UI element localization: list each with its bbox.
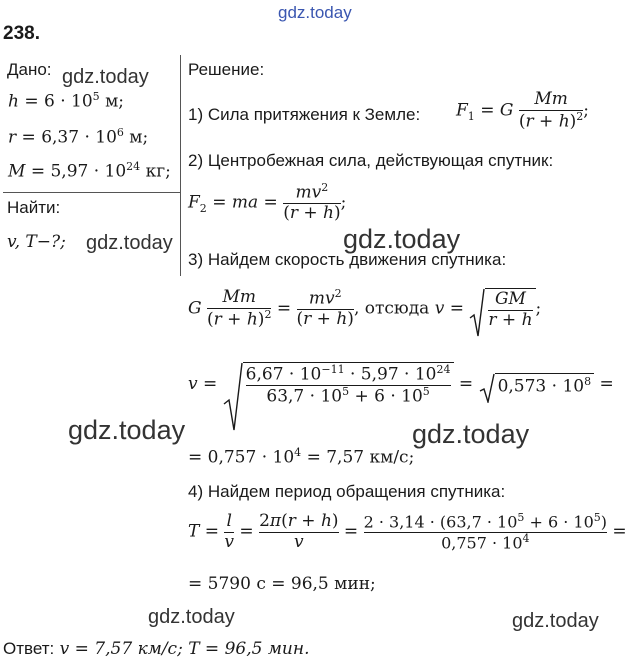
given-r-value: = 6,37 · 10 xyxy=(21,127,117,148)
watermark: gdz.today xyxy=(512,610,599,632)
step3-otsyuda: , отсюда xyxy=(353,298,430,319)
T-denominator: 0,757 · 10 xyxy=(441,533,523,553)
watermark: gdz.today xyxy=(412,419,530,449)
v-result1: 0,573 · 10 xyxy=(497,376,585,397)
answer xyxy=(3,639,310,659)
step1-label: 1) Сила притяжения к Земле: xyxy=(188,105,421,124)
given-r-unit: м; xyxy=(123,127,149,148)
T-num-exp2: 5 xyxy=(593,511,601,524)
v-computation: v = $\frac{6,67 \cdot 10^{-11} \cdot 5,97 \cdot 10^{24}}{63,7 \cdot 10^5 + 6 \cdot 10^5}$ = $0,573 \cdot 10^8$ = xyxy=(188,362,614,407)
given-M xyxy=(8,160,171,182)
v-line2-value: = 0,757 · 10 xyxy=(188,447,295,468)
given-h-symbol: h xyxy=(8,91,19,112)
v-den-tail: + 6 · 10 xyxy=(349,386,423,407)
find-value: v, T−?; xyxy=(7,232,66,252)
given-h-value: = 6 · 10 xyxy=(24,91,93,112)
T-num-exp: 5 xyxy=(517,511,525,524)
v-line2-exp: 4 xyxy=(294,446,302,459)
T-num-close: ) xyxy=(600,512,608,532)
given-r-exp: 6 xyxy=(116,126,124,139)
v-denominator: 63,7 · 10 xyxy=(266,386,343,407)
given-h-exp: 5 xyxy=(92,90,100,103)
v-result1-exp: 8 xyxy=(584,374,592,388)
given-M-exp: 24 xyxy=(126,160,141,173)
v-num-exp2: 24 xyxy=(436,363,451,376)
v-numerator: 6,67 · 10 xyxy=(245,364,322,385)
given-r-symbol: r xyxy=(8,127,17,148)
v-line2-tail: = 7,57 км/с; xyxy=(301,447,415,468)
step2-formula: $F_2$ = ma = $\frac{mv^2}{(r + h)}$ ; xyxy=(188,181,347,224)
v-num-mid: · 5,97 · 10 xyxy=(344,364,437,385)
given-heading: Дано: xyxy=(7,60,52,79)
v-num-exp1: −11 xyxy=(321,363,345,376)
given-M-symbol: M xyxy=(8,161,26,182)
v-den-exp2: 5 xyxy=(422,385,430,399)
watermark: gdz.today xyxy=(278,3,352,22)
given-M-value: = 5,97 · 10 xyxy=(30,161,127,182)
T-num-tail: + 6 · 10 xyxy=(524,512,594,532)
answer-label: Ответ: xyxy=(3,639,55,658)
step3-formula: G $\frac{Mm}{(r + h)^2}$ = $\frac{mv^2}{(r + h)}$ , отсюда v = $\frac{GM}{r + h}$ ; xyxy=(188,288,541,330)
T-line2: = 5790 с = 96,5 мин; xyxy=(188,574,376,594)
watermark: gdz.today xyxy=(148,606,235,628)
step2-label: 2) Центробежная сила, действующая спутник: xyxy=(188,151,554,170)
step4-label: 4) Найдем период обращения спутника: xyxy=(188,482,506,501)
watermark: gdz.today xyxy=(68,415,186,445)
T-den-exp: 4 xyxy=(522,531,530,545)
watermark: gdz.today xyxy=(86,232,173,254)
v-den-exp: 5 xyxy=(342,385,350,399)
given-h-unit: м; xyxy=(99,91,125,112)
T-numerator: 2 · 3,14 · (63,7 · 10 xyxy=(363,512,518,532)
step1-formula: $F_1 = G$ $\frac{Mm}{(r + h)^2}$ ; xyxy=(456,89,590,132)
given-divider-vertical xyxy=(180,55,181,276)
step3-label: 3) Найдем скорость движения спутника: xyxy=(188,250,507,269)
v-line2 xyxy=(188,446,414,468)
solution-heading: Решение: xyxy=(188,60,265,79)
given-divider-horizontal xyxy=(3,192,181,193)
answer-value: v = 7,57 км/с; T = 96,5 мин. xyxy=(59,639,310,659)
find-heading: Найти: xyxy=(7,198,61,217)
problem-number: 238. xyxy=(3,23,40,44)
given-M-unit: кг; xyxy=(140,161,171,182)
given-r xyxy=(8,126,148,148)
watermark: gdz.today xyxy=(62,66,149,88)
T-computation: T = $\frac{l}{v}$ = $\frac{2\pi(r + h)}{v}$ = $\frac{2 \cdot 3,14 \cdot (63,7 \cdot 10^5 + 6 \cdot 10^5)}{0,757 \cdot 10^4}$ = xyxy=(188,511,627,553)
watermark: gdz.today xyxy=(343,224,461,254)
given-h xyxy=(8,90,124,112)
